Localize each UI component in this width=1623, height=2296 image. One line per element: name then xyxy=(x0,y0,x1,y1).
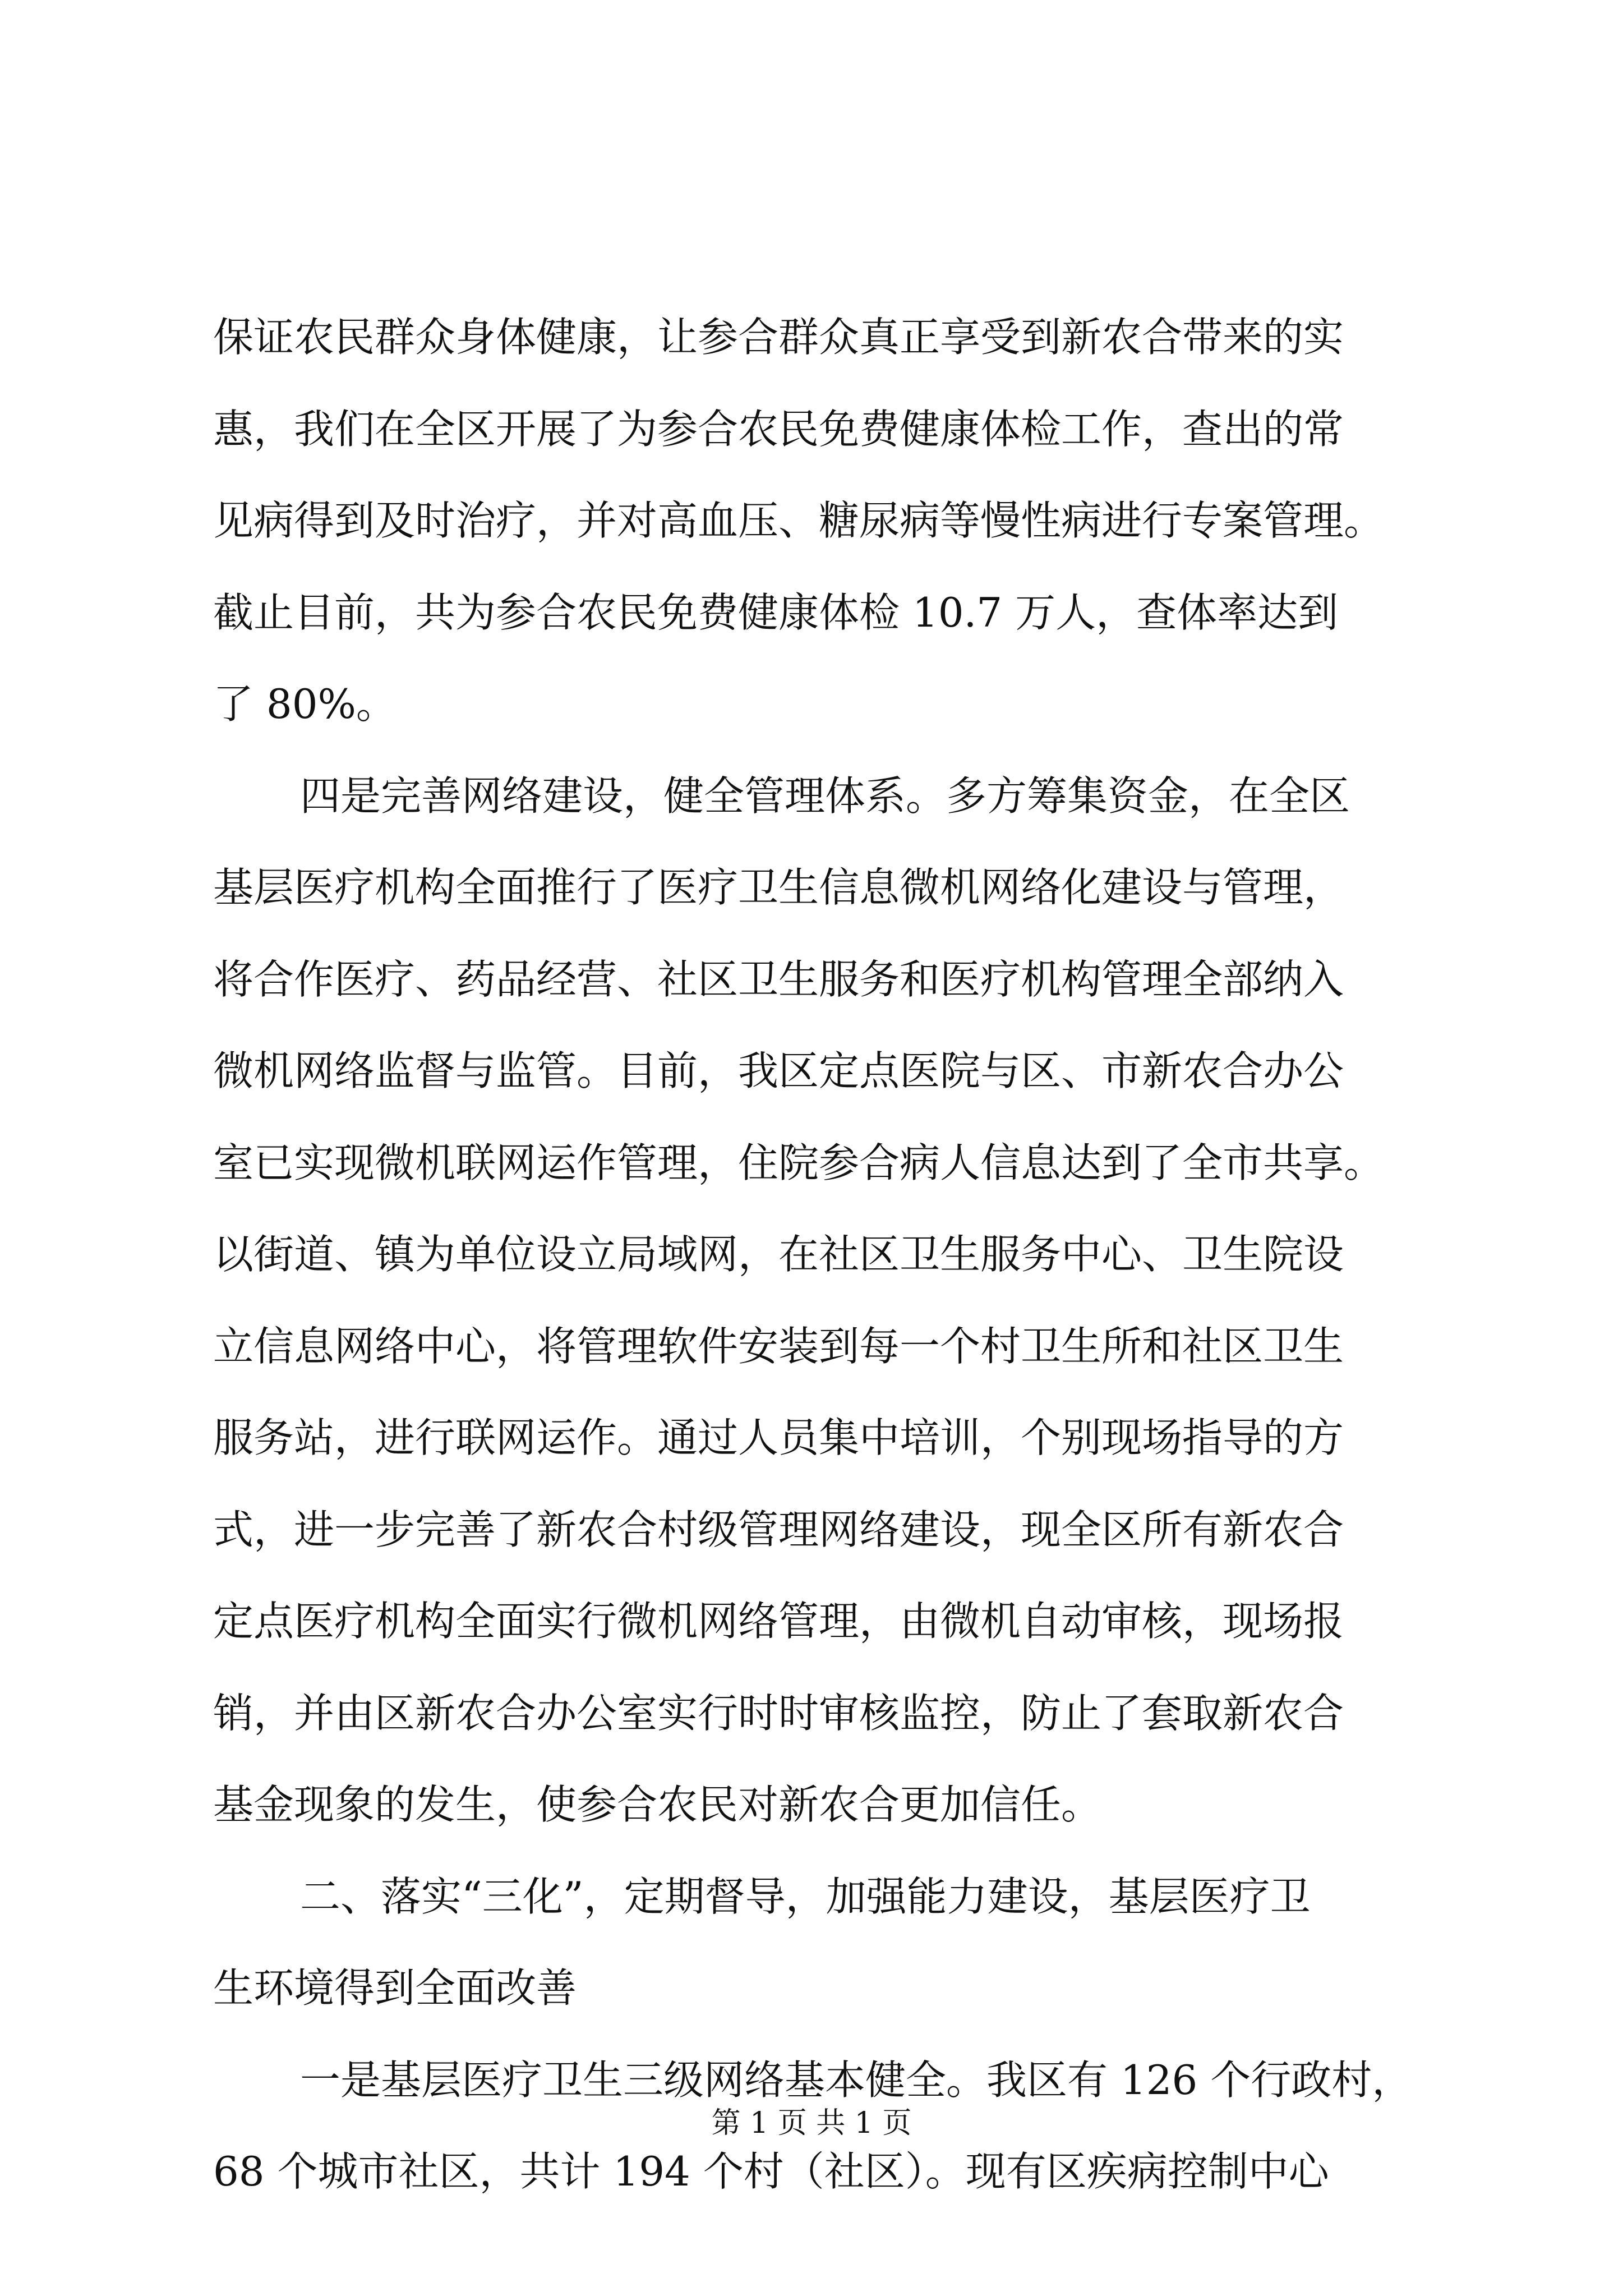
text-line: 定点医疗机构全面实行微机网络管理，由微机自动审核，现场报 xyxy=(213,1598,1344,1645)
text-line: 式，进一步完善了新农合村级管理网络建设，现全区所有新农合 xyxy=(213,1506,1344,1553)
text-line: 以街道、镇为单位设立局域网，在社区卫生服务中心、卫生院设 xyxy=(213,1231,1344,1278)
paragraph-first-line: 一是基层医疗卫生三级网络基本健全。我区有 126 个行政村， xyxy=(300,2056,1413,2104)
paragraph-first-line: 四是完善网络建设，健全管理体系。多方筹集资金，在全区 xyxy=(300,772,1350,820)
text-line: 立信息网络中心，将管理软件安装到每一个村卫生所和社区卫生 xyxy=(213,1322,1344,1370)
text-line: 基金现象的发生，使参合农民对新农合更加信任。 xyxy=(213,1781,1102,1828)
text-line: 将合作医疗、药品经营、社区卫生服务和医疗机构管理全部纳入 xyxy=(213,955,1344,1003)
text-line: 保证农民群众身体健康，让参合群众真正享受到新农合带来的实 xyxy=(213,314,1344,361)
text-line: 基层医疗机构全面推行了医疗卫生信息微机网络化建设与管理， xyxy=(213,864,1344,911)
text-line: 68 个城市社区，共计 194 个村（社区）。现有区疾病控制中心 xyxy=(213,2148,1329,2195)
text-line: 服务站，进行联网运作。通过人员集中培训，个别现场指导的方 xyxy=(213,1414,1344,1461)
text-line: 截止目前，共为参合农民免费健康体检 10.7 万人，查体率达到 xyxy=(213,588,1339,636)
text-line: 销，并由区新农合办公室实行时时审核监控，防止了套取新农合 xyxy=(213,1689,1344,1737)
section-heading-line: 二、落实“三化”，定期督导，加强能力建设，基层医疗卫 xyxy=(300,1872,1311,1920)
text-line: 见病得到及时治疗，并对高血压、糖尿病等慢性病进行专案管理。 xyxy=(213,497,1385,544)
text-line: 了 80%。 xyxy=(213,680,396,728)
page-footer: 第 1 页 共 1 页 xyxy=(711,2106,912,2140)
text-line: 室已实现微机联网运作管理，住院参合病人信息达到了全市共享。 xyxy=(213,1139,1385,1186)
section-heading-line: 生环境得到全面改善 xyxy=(213,1964,577,2012)
document-body xyxy=(213,292,1436,2218)
text-line: 惠，我们在全区开展了为参合农民免费健康体检工作，查出的常 xyxy=(213,405,1344,453)
text-line: 微机网络监督与监管。目前，我区定点医院与区、市新农合办公 xyxy=(213,1047,1344,1094)
